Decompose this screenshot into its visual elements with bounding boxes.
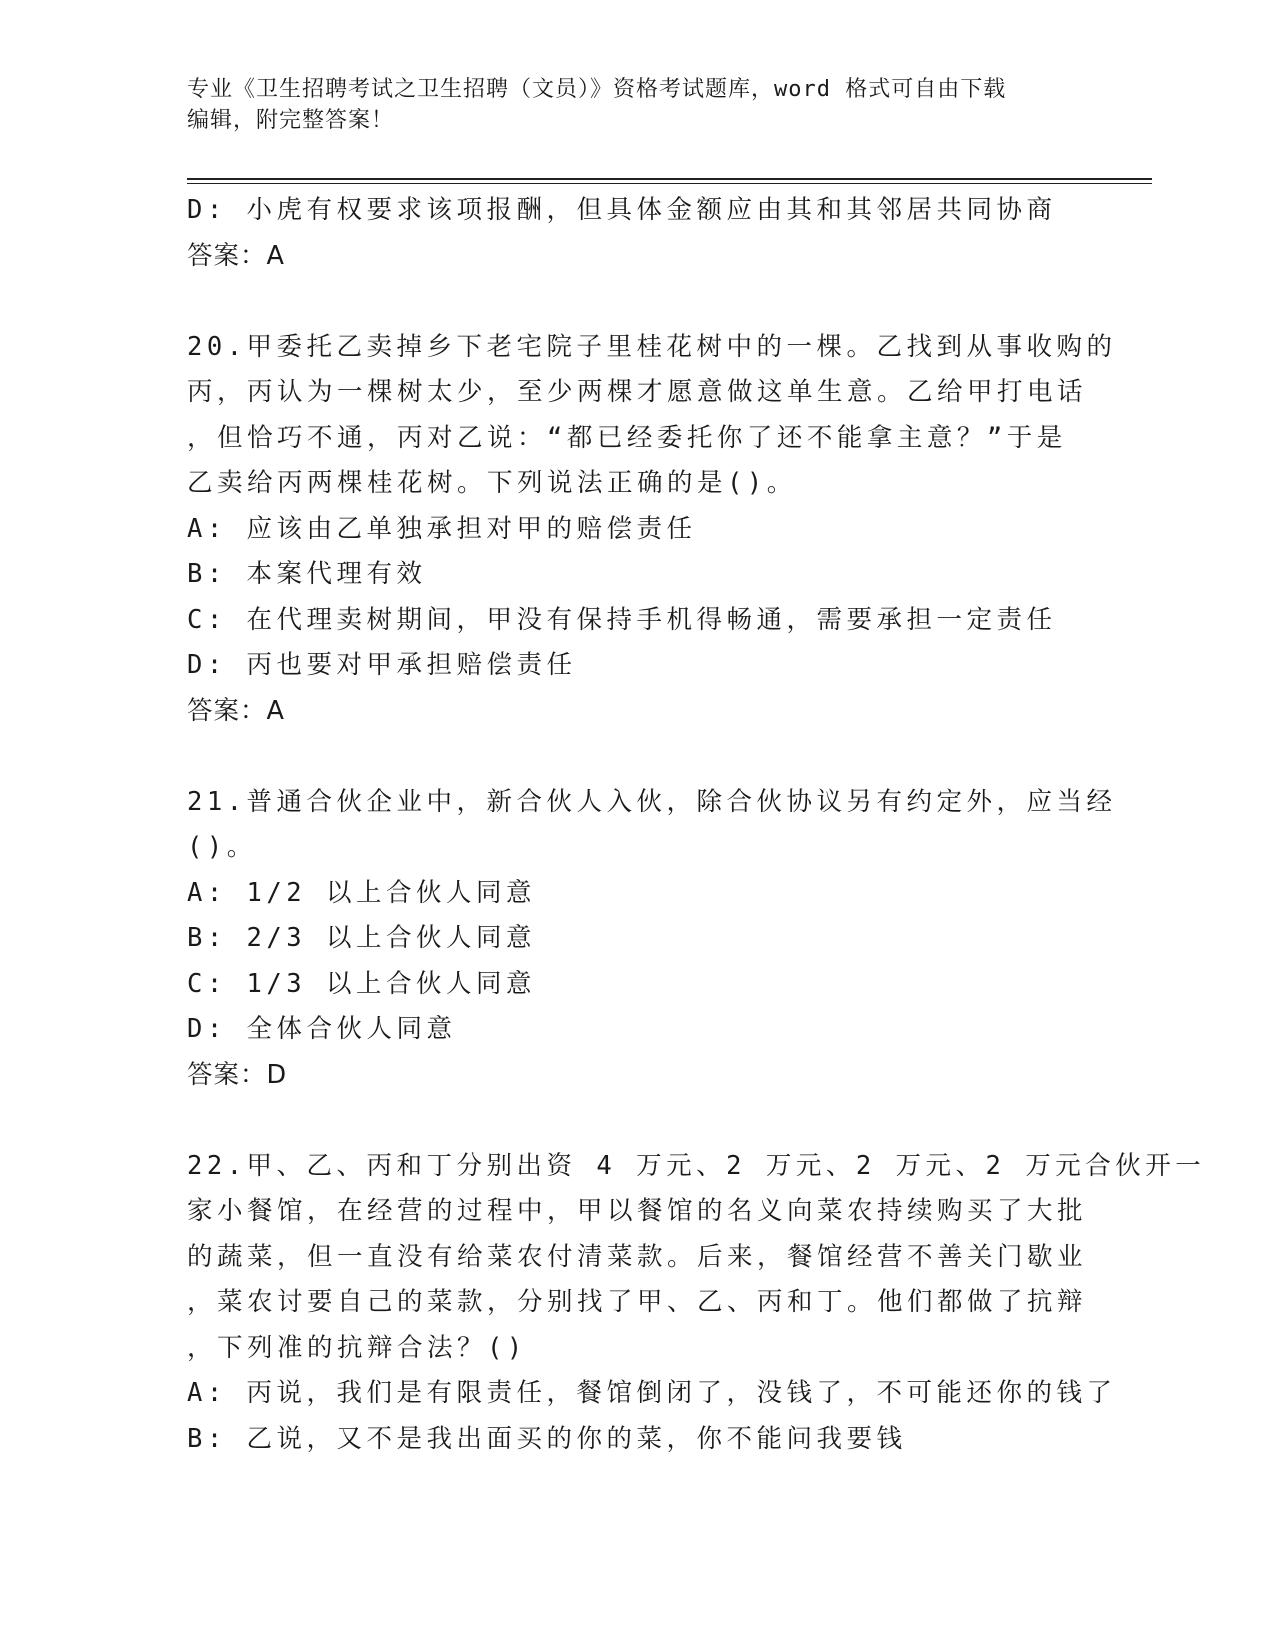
prev-option-d: D: 小虎有权要求该项报酬，但具体金额应由其和其邻居共同协商 bbox=[187, 195, 1057, 225]
option-b: B: 乙说，又不是我出面买的你的菜，你不能问我要钱 bbox=[187, 1423, 907, 1454]
question-text-line: 家小餐馆，在经营的过程中，甲以餐馆的名义向菜农持续购买了大批 bbox=[187, 1196, 1088, 1226]
question-21 bbox=[187, 780, 1117, 1099]
question-text-line: 22.甲、乙、丙和丁分别出资 4 万元、2 万元、2 万元、2 万元合伙开一 bbox=[187, 1150, 1206, 1181]
option-b: B: 2/3 以上合伙人同意 bbox=[187, 923, 536, 953]
header-rule-thin bbox=[187, 183, 1152, 184]
prev-answer: 答案：A bbox=[187, 240, 285, 271]
option-c: C: 1/3 以上合伙人同意 bbox=[187, 968, 536, 999]
option-d: D: 全体合伙人同意 bbox=[187, 1014, 457, 1044]
header-line-2: 编辑，附完整答案！ bbox=[187, 108, 395, 133]
question-text-line: ，下列准的抗辩合法？() bbox=[187, 1332, 527, 1363]
answer: 答案：A bbox=[187, 695, 285, 726]
option-a: A: 1/2 以上合伙人同意 bbox=[187, 877, 536, 908]
spacer bbox=[187, 734, 1077, 780]
question-text-line: 乙卖给丙两棵桂花树。下列说法正确的是()。 bbox=[187, 468, 797, 498]
option-b: B: 本案代理有效 bbox=[187, 559, 427, 589]
question-22 bbox=[187, 1144, 1206, 1463]
question-text-line: 的蔬菜，但一直没有给菜农付清菜款。后来，餐馆经营不善关门歇业 bbox=[187, 1241, 1088, 1272]
question-20 bbox=[187, 325, 1117, 735]
spacer bbox=[187, 279, 1077, 325]
option-a: A: 应该由乙单独承担对甲的赔偿责任 bbox=[187, 513, 697, 544]
option-a: A: 丙说，我们是有限责任，餐馆倒闭了，没钱了，不可能还你的钱了 bbox=[187, 1378, 1117, 1408]
document-body bbox=[187, 188, 1206, 1462]
question-text-line: 20.甲委托乙卖掉乡下老宅院子里桂花树中的一棵。乙找到从事收购的 bbox=[187, 331, 1117, 362]
question-text-line: ，但恰巧不通，丙对乙说：“都已经委托你了还不能拿主意？”于是 bbox=[187, 422, 1067, 453]
spacer bbox=[187, 1098, 1077, 1144]
question-text-line: 丙，丙认为一棵树太少，至少两棵才愿意做这单生意。乙给甲打电话 bbox=[187, 377, 1088, 407]
option-c: C: 在代理卖树期间，甲没有保持手机得畅通，需要承担一定责任 bbox=[187, 604, 1057, 635]
header-rule-thick bbox=[187, 178, 1152, 180]
question-text-line: ()。 bbox=[187, 832, 257, 862]
header-line-1: 专业《卫生招聘考试之卫生招聘（文员）》资格考试题库，word 格式可自由下载 bbox=[187, 77, 1007, 102]
answer: 答案：D bbox=[187, 1059, 288, 1090]
question-text-line: 21.普通合伙企业中，新合伙人入伙，除合伙协议另有约定外，应当经 bbox=[187, 786, 1117, 817]
document-header bbox=[187, 74, 1087, 136]
question-text-line: ，菜农讨要自己的菜款，分别找了甲、乙、丙和丁。他们都做了抗辩 bbox=[187, 1287, 1088, 1317]
option-d: D: 丙也要对甲承担赔偿责任 bbox=[187, 650, 577, 680]
